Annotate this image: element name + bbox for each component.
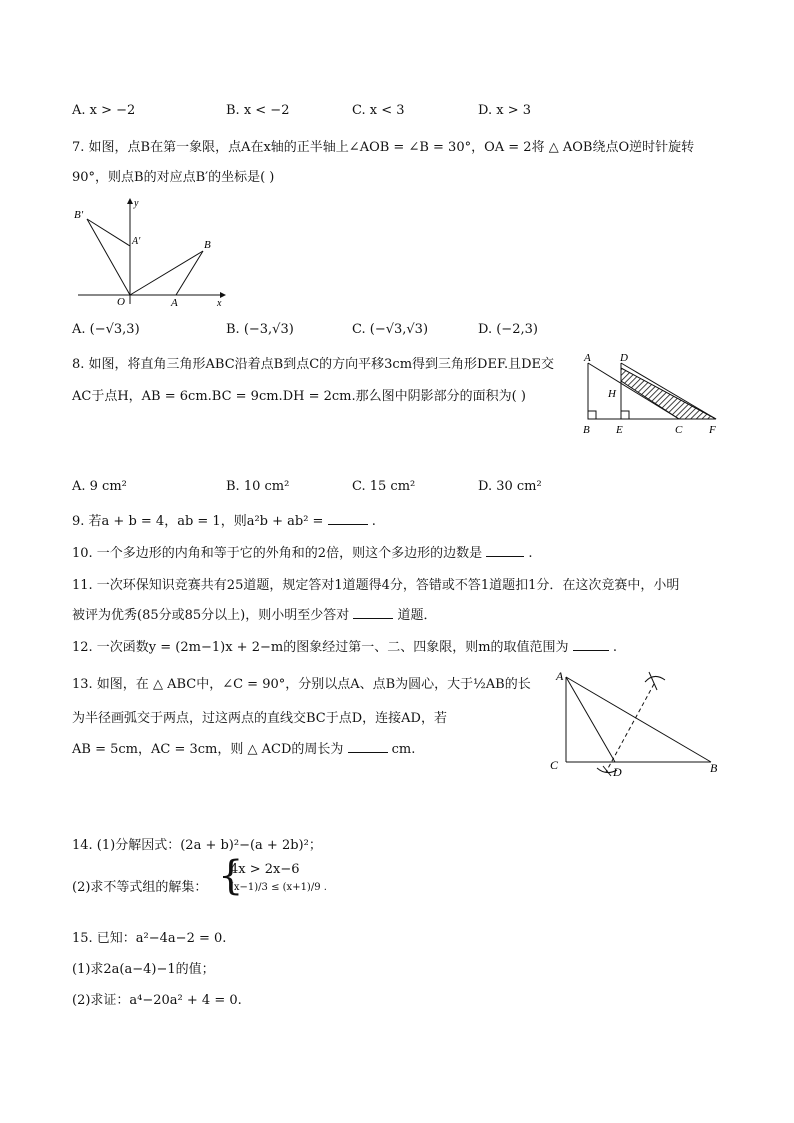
label-a-prime: A′	[132, 236, 141, 247]
q14-text-line2: (2)求不等式组的解集：	[72, 880, 208, 895]
segment-ab	[566, 677, 711, 762]
label-c: C	[550, 758, 559, 772]
q7-option-c: C. (−√3,√3)	[352, 322, 429, 337]
segment-a-prime-b-prime	[87, 219, 130, 246]
label-d: D	[613, 765, 622, 779]
q6-option-c: C. x < 3	[352, 103, 405, 118]
q8-text-line1: 8. 如图，将直角三角形ABC沿着点B到点C的方向平移3cm得到三角形DEF.且DE交	[72, 357, 554, 372]
q8-option-b: B. 10 cm²	[226, 479, 290, 494]
q6-option-b: B. x < −2	[226, 103, 290, 118]
label-f: F	[709, 424, 716, 436]
segment-ob	[130, 251, 203, 295]
label-b: B	[583, 424, 590, 436]
q15-text-line2: (1)求2a(a−4)−1的值；	[72, 962, 215, 977]
segment-ab	[176, 251, 203, 295]
right-angle-b	[588, 411, 596, 419]
label-o: O	[117, 296, 125, 308]
y-axis-arrow	[127, 198, 133, 204]
construction-arc-bottom-cross	[603, 766, 611, 776]
q9-text	[72, 510, 376, 529]
label-d: D	[620, 352, 628, 364]
q12-text	[72, 636, 617, 655]
q12-text-before: 12. 一次函数y = (2m−1)x + 2−m的图象经过第一、二、四象限，则m的取值范围为	[72, 640, 569, 655]
q7-figure	[70, 196, 230, 308]
q10-text-before: 10. 一个多边形的内角和等于它的外角和的2倍，则这个多边形的边数是	[72, 546, 483, 561]
q11-answer-blank[interactable]	[353, 606, 393, 619]
q11-text-line2	[72, 604, 437, 623]
q14-inequality-1: 4x > 2x−6	[230, 862, 300, 877]
q13-answer-blank[interactable]	[348, 740, 388, 753]
label-x: x	[217, 298, 222, 308]
q11-text-line1: 11. 一次环保知识竞赛共有25道题，规定答对1道题得4分，答错或不答1道题扣1分．在这次竞赛中，小明	[72, 578, 680, 593]
q7-text-line1: 7. 如图，点B在第一象限，点A在x轴的正半轴上∠AOB = ∠B = 30°，OA = 2将 △ AOB绕点O逆时针旋转	[72, 140, 695, 155]
q7-option-a: A. (−√3,3)	[72, 322, 140, 337]
perpendicular-bisector	[606, 684, 654, 772]
q12-text-after: .	[612, 640, 617, 655]
q14-text-line1: 14. (1)分解因式：(2a + b)²−(a + 2b)²；	[72, 838, 322, 853]
q9-text-before: 9. 若a + b = 4，ab = 1，则a²b + ab² =	[72, 514, 324, 529]
q11-text-before: 被评为优秀(85分或85分以上)，则小明至少答对	[72, 608, 350, 623]
q13-text-line2: 为半径画弧交于两点，过这两点的直线交BC于点D，连接AD，若	[72, 711, 447, 726]
q8-text-line2: AC于点H，AB = 6cm.BC = 9cm.DH = 2cm.那么图中阴影部分的面积为( )	[72, 389, 526, 404]
q15-text-line1: 15. 已知：a²−4a−2 = 0.	[72, 931, 227, 946]
q14-inequality-system	[218, 853, 328, 904]
label-b: B	[204, 239, 211, 251]
q8-option-a: A. 9 cm²	[72, 479, 127, 494]
label-a: A	[171, 297, 178, 308]
q7-option-d: D. (−2,3)	[478, 322, 538, 337]
label-a: A	[584, 352, 591, 364]
shaded-region	[621, 368, 716, 419]
q7-text-line2: 90°，则点B的对应点B′的坐标是( )	[72, 170, 275, 185]
q11-text-after: 道题．	[397, 608, 437, 623]
q9-text-after: .	[371, 514, 376, 529]
label-h: H	[608, 388, 616, 400]
q8-option-c: C. 15 cm²	[352, 479, 416, 494]
q7-option-b: B. (−3,√3)	[226, 322, 294, 337]
construction-arc-top	[645, 676, 665, 682]
label-e: E	[616, 424, 623, 436]
label-c: C	[675, 424, 683, 436]
q13-text-before: AB = 5cm，AC = 3cm，则 △ ACD的周长为	[72, 742, 344, 757]
q8-option-d: D. 30 cm²	[478, 479, 542, 494]
system-brace: {	[218, 853, 244, 899]
q9-answer-blank[interactable]	[328, 512, 368, 525]
segment-ob-prime	[87, 219, 130, 295]
label-a: A	[556, 669, 564, 683]
segment-ac	[588, 363, 679, 419]
q10-answer-blank[interactable]	[486, 544, 524, 557]
q14-inequality-2: (x−1)/3 ≤ (x+1)/9 .	[230, 882, 327, 893]
q12-answer-blank[interactable]	[573, 638, 609, 651]
label-y: y	[134, 198, 139, 209]
q13-text-line1: 13. 如图，在 △ ABC中，∠C = 90°，分别以点A、点B为圆心，大于½AB的长	[72, 677, 531, 692]
right-angle-e	[621, 411, 629, 419]
q10-text-after: .	[528, 546, 533, 561]
construction-arc-top-cross	[649, 672, 657, 690]
q10-text	[72, 542, 533, 561]
q8-figure	[578, 350, 728, 440]
q13-figure	[545, 668, 725, 780]
q13-text-after: cm.	[391, 742, 416, 757]
segment-ad	[566, 677, 615, 762]
q6-option-a: A. x > −2	[72, 103, 136, 118]
q13-text-line3	[72, 738, 415, 757]
label-b-prime: B′	[74, 209, 84, 221]
label-b: B	[710, 761, 718, 775]
q6-option-d: D. x > 3	[478, 103, 531, 118]
q15-text-line3: (2)求证：a⁴−20a² + 4 = 0.	[72, 993, 242, 1008]
